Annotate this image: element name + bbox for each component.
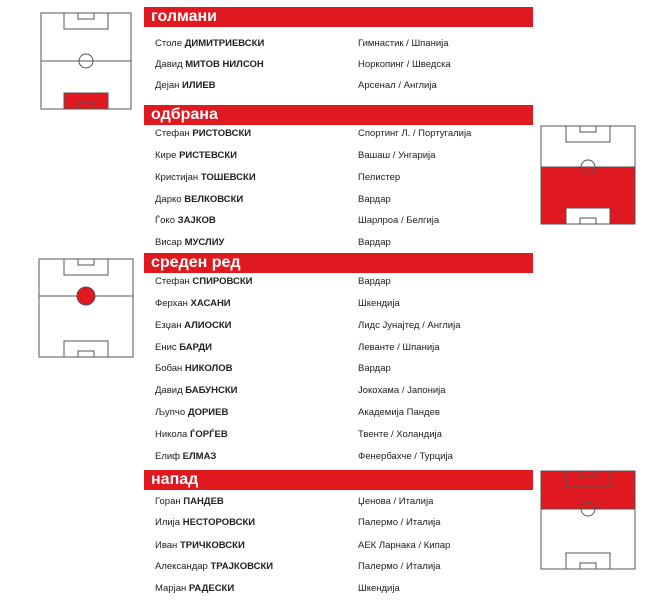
player-first-name: Давид [155,59,183,70]
player-name [155,361,232,377]
player-club: Вардар [358,363,391,374]
player-last-name: ТОШЕВСКИ [200,172,256,183]
player-first-name: Александар [155,561,208,572]
player-last-name: ХАСАНИ [190,298,231,309]
player-first-name: Кристијан [155,172,199,183]
player-first-name: Давид [155,385,183,396]
player-row [155,170,535,186]
player-club: Академија Пандев [358,407,440,418]
player-first-name: Стефан [155,276,190,287]
player-last-name: МИТОВ НИЛСОН [185,59,264,70]
player-row [155,559,535,575]
player-club: Леванте / Шпанија [358,342,440,353]
player-name [155,126,251,142]
player-club: Вардар [358,276,391,287]
player-first-name: Ферхан [155,298,188,309]
player-first-name: Марјан [155,583,187,594]
player-name [155,170,256,186]
player-first-name: Елиф [155,451,181,462]
section-title-midfield: среден ред [147,253,533,273]
player-club: Фенербахче / Турција [358,451,453,462]
player-name [155,449,216,465]
player-row [155,296,535,312]
player-club: Спортинг Л. / Португалија [358,128,472,139]
pitch-goalkeeper-icon [40,12,132,110]
player-club: Пелистер [358,172,401,183]
player-name [155,148,237,164]
player-last-name: АЛИОСКИ [184,320,232,331]
player-club: Палермо / Италија [358,517,441,528]
section-title-goalkeepers: голмани [147,7,533,27]
player-name [155,427,228,443]
player-last-name: МУСЛИУ [184,237,225,248]
player-club: Арсенал / Англија [358,80,437,91]
section-title-attack: напад [147,470,533,490]
player-club: Јокохама / Јапонија [358,385,446,396]
player-first-name: Горан [155,496,181,507]
player-row [155,361,535,377]
player-row [155,494,535,510]
player-last-name: НИКОЛОВ [184,363,233,374]
player-first-name: Кире [155,150,177,161]
player-last-name: РАДЕСКИ [188,583,235,594]
player-club: Вашаш / Унгарија [358,150,436,161]
player-club: АЕК Ларнака / Кипар [358,540,451,551]
player-last-name: ТРИЧКОВСКИ [179,540,245,551]
player-name [155,538,245,554]
player-last-name: ЕЛМАЗ [182,451,217,462]
player-last-name: ВЕЛКОВСКИ [184,194,244,205]
player-name [155,213,216,229]
player-row [155,515,535,531]
player-name [155,383,237,399]
player-name [155,405,228,421]
player-first-name: Љупчо [155,407,186,418]
player-name [155,515,255,531]
player-row [155,192,535,208]
player-row [155,405,535,421]
pitch-attack-icon [540,470,636,570]
player-club: Шкендија [358,583,400,594]
player-last-name: БАРДИ [179,342,212,353]
player-name [155,235,224,251]
player-club: Шарлроа / Белгија [358,215,440,226]
player-row [155,36,535,52]
player-row [155,538,535,554]
player-row [155,383,535,399]
player-club: Норкопинг / Шведска [358,59,451,70]
player-club: Твенте / Холандија [358,429,442,440]
player-name [155,36,264,52]
player-last-name: ЗАЈКОВ [177,215,216,226]
player-first-name: Ѓоко [155,215,175,226]
player-club: Лидс Јунајтед / Англија [358,320,461,331]
pitch-midfield-icon [38,258,134,358]
player-name [155,318,231,334]
player-row [155,274,535,290]
player-row [155,78,535,94]
player-first-name: Езџан [155,320,182,331]
player-first-name: Стефан [155,128,190,139]
player-name [155,274,252,290]
player-name [155,340,212,356]
player-name [155,78,216,94]
player-last-name: РИСТЕВСКИ [179,150,237,161]
player-first-name: Никола [155,429,188,440]
player-row [155,581,535,597]
player-last-name: ТРАЈКОВСКИ [210,561,274,572]
player-row [155,213,535,229]
player-name [155,192,243,208]
player-row [155,427,535,443]
player-name [155,57,264,73]
player-row [155,318,535,334]
player-last-name: СПИРОВСКИ [192,276,253,287]
player-club: Џенова / Италија [358,496,434,507]
player-first-name: Дарко [155,194,182,205]
player-name [155,559,273,575]
player-first-name: Дејан [155,80,180,91]
player-row [155,340,535,356]
player-name [155,494,224,510]
section-title-defence: одбрана [147,105,533,125]
player-last-name: НЕСТОРОВСКИ [182,517,256,528]
player-first-name: Столе [155,38,183,49]
player-row [155,126,535,142]
player-club: Вардар [358,194,391,205]
player-last-name: ДИМИТРИЕВСКИ [184,38,265,49]
player-last-name: ИЛИЕВ [182,80,216,91]
player-last-name: РИСТОВСКИ [192,128,252,139]
player-first-name: Енис [155,342,177,353]
player-name [155,296,231,312]
player-club: Гимнастик / Шпанија [358,38,449,49]
player-last-name: ДОРИЕВ [187,407,229,418]
player-first-name: Илија [155,517,181,528]
player-last-name: ЃОРЃЕВ [189,429,228,440]
player-row [155,148,535,164]
pitch-defence-icon [540,125,636,225]
player-last-name: ПАНДЕВ [183,496,224,507]
player-first-name: Иван [155,540,178,551]
player-name [155,581,234,597]
player-last-name: БАБУНСКИ [185,385,238,396]
player-row [155,235,535,251]
player-first-name: Бобан [155,363,183,374]
player-row [155,57,535,73]
player-club: Шкендија [358,298,400,309]
player-club: Палермо / Италија [358,561,441,572]
player-row [155,449,535,465]
player-club: Вардар [358,237,391,248]
player-first-name: Висар [155,237,182,248]
